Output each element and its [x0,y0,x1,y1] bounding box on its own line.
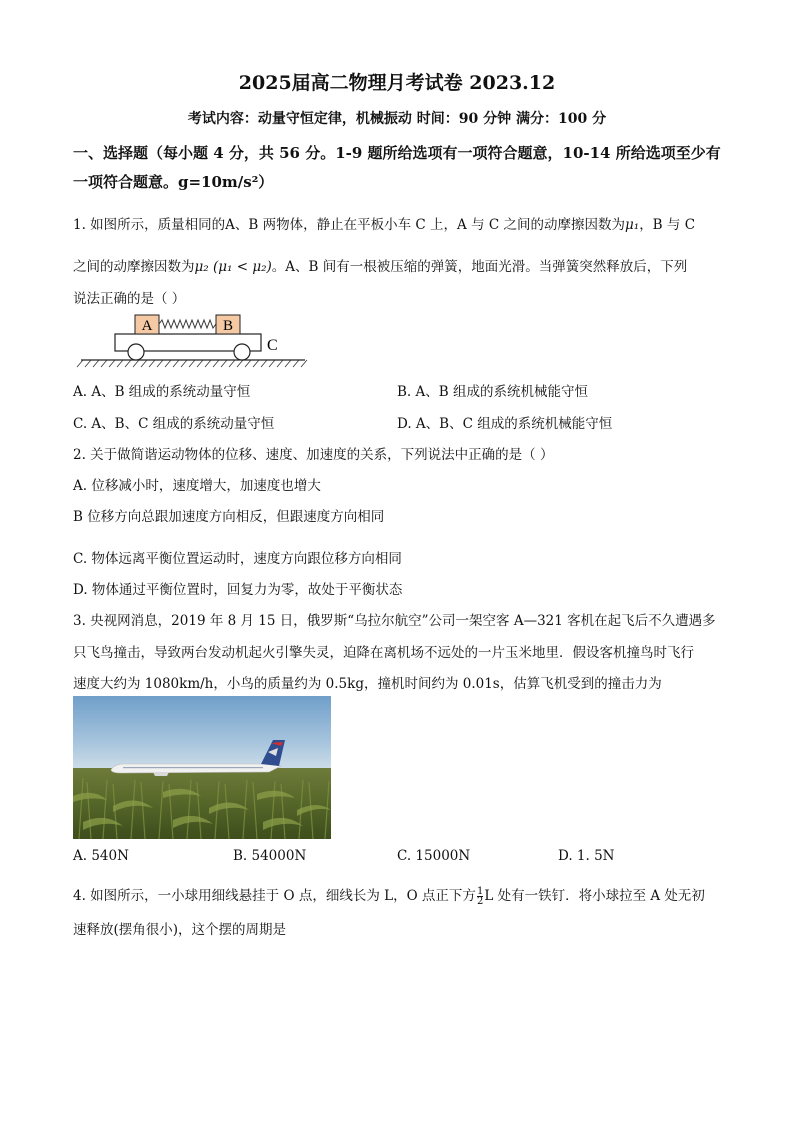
q4-line2: 速释放(摆角很小)，这个摆的周期是 [73,922,287,938]
section-heading-line2: 一项符合题意。g=10m/s²） [73,173,274,191]
q1-option-c: C. A、B、C 组成的系统动量守恒 [73,416,275,432]
cart-wheel-left [128,344,144,360]
q1-line3: 说法正确的是（ ） [73,291,186,307]
q3-line2: 只飞鸟撞击，导致两台发动机起火引擎失灵，迫降在离机场不远处的一片玉米地里．假设客机撞鸟时飞行 [73,645,694,661]
q2-option-d: D. 物体通过平衡位置时，回复力为零，故处于平衡状态 [73,582,403,598]
q2-option-c: C. 物体远离平衡位置运动时，速度方向跟位移方向相同 [73,551,402,567]
q1-option-a: A. A、B 组成的系统动量守恒 [73,384,251,400]
q1-option-b: B. A、B 组成的系统机械能守恒 [397,384,588,400]
page-title: 2025届高二物理月考试卷 2023.12 [238,72,556,94]
mu-inequality: μ₂ (μ₁ < μ₂) [194,259,272,275]
q2-option-a: A. 位移减小时，速度增大，加速度也增大 [73,478,321,494]
q3-option-c: C. 15000N [397,848,471,864]
q1-cart-diagram [73,312,313,368]
photo-cornfield [73,768,331,839]
block-a-label: A [141,318,153,334]
block-b-label: B [222,318,234,334]
plane-crash-photo [73,696,331,839]
q4-line1: 4. 如图所示，一小球用细线悬挂于 O 点，细线长为 L，O 点正下方 $\frac{1}{2}$ L 处有一铁钉．将小球拉至 A 处无初 [73,886,705,907]
compressed-spring [159,320,216,328]
q3-option-b: B. 54000N [233,848,307,864]
ground-hatching [77,360,307,367]
q3-option-d: D. 1. 5N [558,848,615,864]
q1-line1: 1. 如图所示，质量相同的A、B 两物体，静止在平板小车 C 上，A 与 C 之间的动摩擦因数为μ₁，B 与 C [73,217,696,233]
q3-option-a: A. 540N [73,848,129,864]
q1-line2: 之间的动摩擦因数为μ₂ (μ₁ < μ₂)。A、B 间有一根被压缩的弹簧，地面光滑。当弹簧突然释放后，下列 [73,259,688,275]
q3-line1: 3. 央视网消息，2019 年 8 月 15 日，俄罗斯“乌拉尔航空”公司一架空客 A—321 客机在起飞后不久遭遇多 [73,613,716,629]
section-heading-line1: 一、选择题（每小题 4 分，共 56 分。1-9 题所给选项有一项符合题意，10-14 所给选项至少有 [73,144,721,162]
q3-line3: 速度大约为 1080km/h，小鸟的质量约为 0.5kg，撞机时间约为 0.01s，估算飞机受到的撞击力为 [73,676,662,692]
q1-option-d: D. A、B、C 组成的系统机械能守恒 [397,416,613,432]
q2-option-b: B 位移方向总跟加速度方向相反，但跟速度方向相同 [73,509,385,525]
cart-label-c: C [267,337,278,354]
q2-stem: 2. 关于做简谐运动物体的位移、速度、加速度的关系，下列说法中正确的是（ ） [73,447,554,463]
cart-wheel-right [234,344,250,360]
fraction-one-half: $\frac{1}{2}$ [476,886,484,907]
exam-info: 考试内容：动量守恒定律，机械振动 时间：90 分钟 满分：100 分 [187,111,607,127]
mu1-symbol: μ₁ [625,217,640,233]
